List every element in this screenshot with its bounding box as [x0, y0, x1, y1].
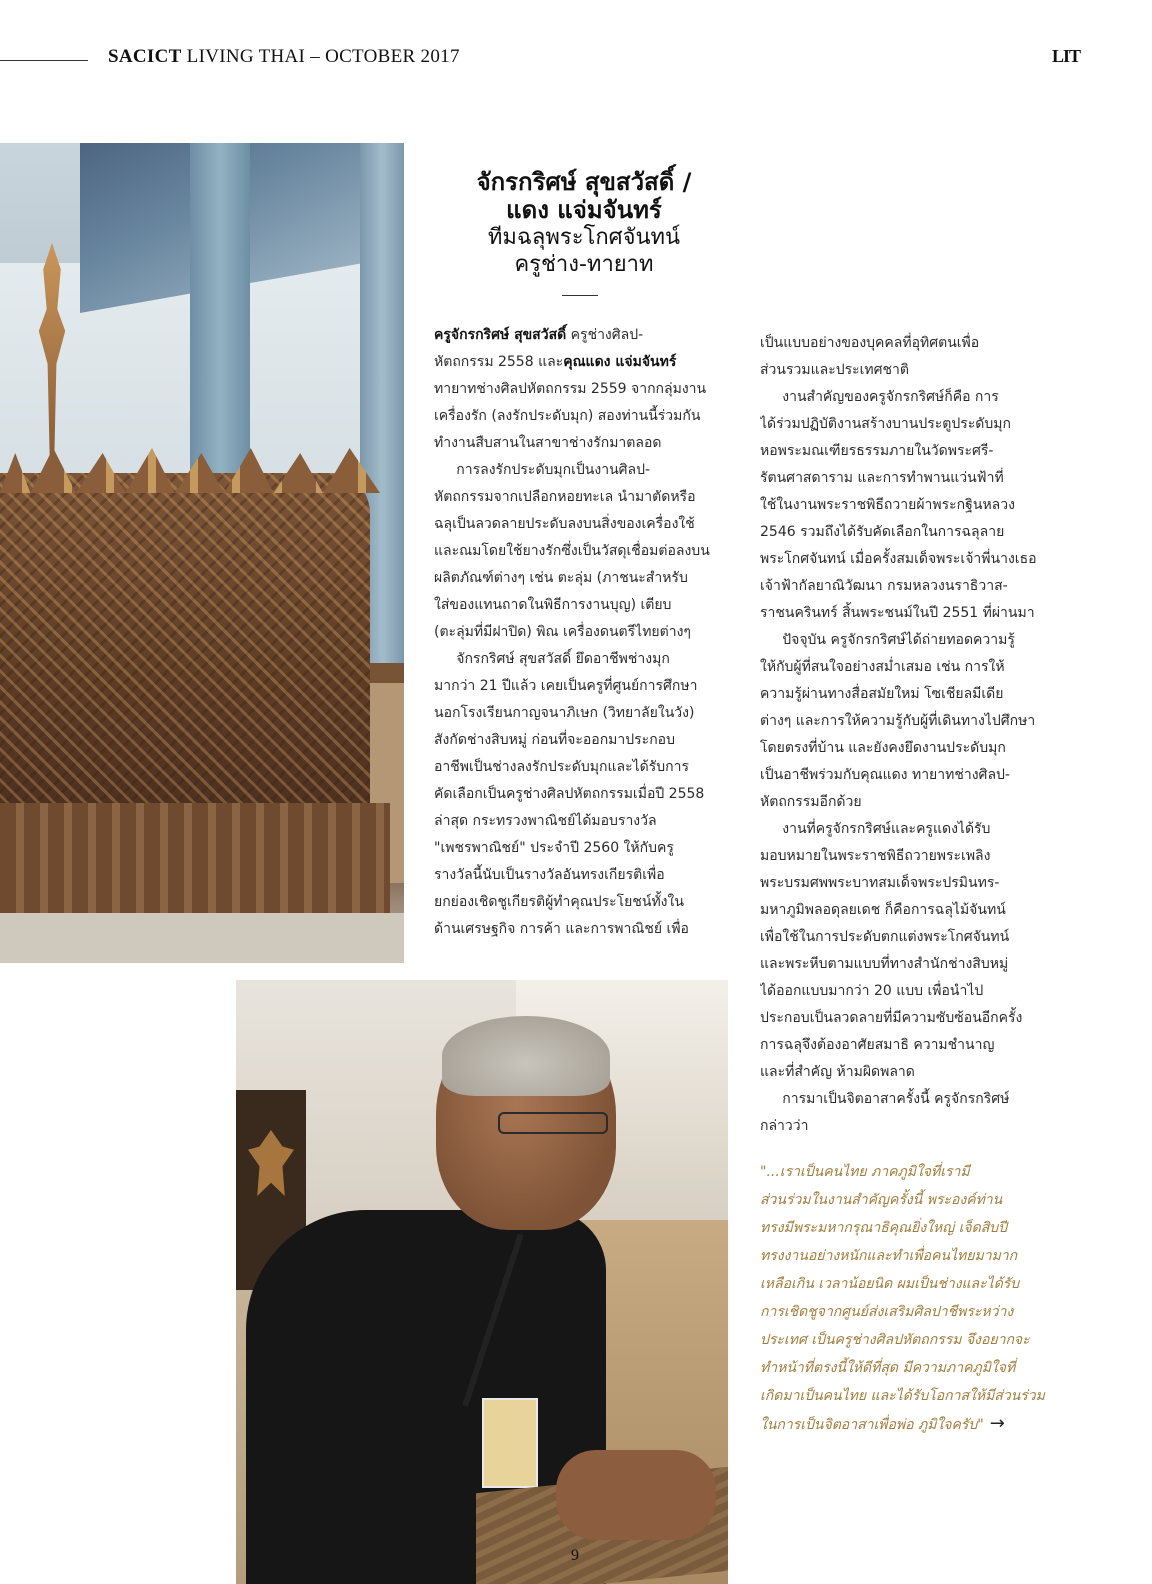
body-line: เป็นอาชีพร่วมกับคุณแดง ทายาทช่างศิลป- [760, 767, 1010, 783]
header-rule [0, 60, 88, 61]
craftsman-photo [236, 980, 728, 1584]
heading-role: ครูช่าง-ทายาท [514, 252, 654, 277]
body-line: ได้ร่วมปฏิบัติงานสร้างบานประตูประดับมุก [760, 416, 1011, 432]
body-line: งานสำคัญของครูจักรกริศษ์ก็คือ การ [760, 389, 999, 405]
craftsman-glasses [498, 1112, 608, 1134]
quote-line: การเชิดชูจากศูนย์ส่งเสริมศิลปาชีพระหว่าง [760, 1304, 1014, 1320]
body-line: โดยตรงที่บ้าน และยังคงยึดงานประดับมุก [760, 740, 1006, 756]
body-line: กล่าวว่า [760, 1118, 809, 1134]
article-heading [450, 168, 718, 278]
body-line: รัตนศาสดาราม และการทำพานแว่นฟ้าที่ [760, 470, 1004, 486]
body-line: มากว่า 21 ปีแล้ว เคยเป็นครูที่ศูนย์การศึกษา [434, 678, 698, 694]
body-line: เพื่อใช้ในการประดับตกแต่งพระโกศจันทน์ [760, 929, 1010, 945]
quote-line: เหลือเกิน เวลาน้อยนิด ผมเป็นช่างและได้รับ [760, 1276, 1020, 1292]
body-line: ทำงานสืบสานในสาขาช่างรักมาตลอด [434, 435, 662, 451]
quote-line: "...เราเป็นคนไทย ภาคภูมิใจที่เรามี [760, 1164, 970, 1180]
publication-header [108, 46, 460, 68]
body-line: พระบรมศพพระบาทสมเด็จพระปรมินทร- [760, 875, 1000, 891]
body-text: ครูช่างศิลป- [566, 327, 644, 343]
body-line: ความรู้ผ่านทางสื่อสมัยใหม่ โซเชียลมีเดีย [760, 686, 1004, 702]
id-badge [482, 1398, 538, 1488]
body-line: อาชีพเป็นช่างลงรักประดับมุกและได้รับการ [434, 759, 689, 775]
photo-floor [0, 913, 404, 963]
quote-line: ทำหน้าที่ตรงนี้ให้ดีที่สุด มีความภาคภูมิใจที่ [760, 1360, 1016, 1376]
photo-pillar [190, 143, 250, 503]
body-line: "เพชรพาณิชย์" ประจำปี 2560 ให้กับครู [434, 840, 674, 856]
body-line: และณมโดยใช้ยางรักซึ่งเป็นวัสดุเชื่อมต่อลงบน [434, 543, 710, 559]
name-bold: คุณแดง แจ่มจันทร์ [563, 354, 677, 370]
body-line: ฉลุเป็นลวดลายประดับลงบนสิ่งของเครื่องใช้ [434, 516, 695, 532]
quote-line: ทรงงานอย่างหนักและทำเพื่อคนไทยมามาก [760, 1248, 1018, 1264]
body-line: ส่วนรวมและประเทศชาติ [760, 362, 909, 378]
body-line: (ตะลุ่มที่มีฝาปิด) พิณ เครื่องดนตรีไทยต่างๆ [434, 624, 691, 640]
quote-line: เกิดมาเป็นคนไทย และได้รับโอกาสให้มีส่วนร่วม [760, 1388, 1045, 1404]
page-number: 9 [571, 1547, 579, 1564]
pull-quote [760, 1158, 1058, 1439]
body-line: 2546 รวมถึงได้รับคัดเลือกในการฉลุลาย [760, 524, 1005, 540]
body-line: นอกโรงเรียนกาญจนาภิเษก (วิทยาลัยในวัง) [434, 705, 695, 721]
quote-line: ส่วนร่วมในงานสำคัญครั้งนี้ พระองค์ท่าน [760, 1192, 1003, 1208]
body-line: ปัจจุบัน ครูจักรกริศษ์ได้ถ่ายทอดความรู้ [760, 632, 1015, 648]
quote-text: ในการเป็นจิตอาสาเพื่อพ่อ ภูมิใจครับ" [760, 1417, 984, 1433]
body-line: คัดเลือกเป็นครูช่างศิลปหัตถกรรมเมื่อปี 2558 [434, 786, 705, 802]
body-line: การมาเป็นจิตอาสาครั้งนี้ ครูจักรกริศษ์ [760, 1091, 1010, 1107]
lacquer-chest-photo [0, 143, 404, 963]
body-line: รางวัลนี้นับเป็นรางวัลอันทรงเกียรติเพื่อ [434, 867, 665, 883]
quote-line-last [760, 1410, 1058, 1439]
heading-rule [562, 295, 598, 296]
body-line: เจ้าฟ้ากัลยาณิวัฒนา กรมหลวงนราธิวาส- [760, 578, 1008, 594]
body-line: ให้กับผู้ที่สนใจอย่างสม่ำเสมอ เช่น การให้ [760, 659, 1005, 675]
body-line: ต่างๆ และการให้ความรู้กับผู้ที่เดินทางไปศึกษา [760, 713, 1036, 729]
body-line: ใช้ในงานพระราชพิธีถวายผ้าพระกฐินหลวง [760, 497, 1015, 513]
craftsman-hand [556, 1450, 716, 1540]
body-line: ราชนครินทร์ สิ้นพระชนม์ในปี 2551 ที่ผ่านมา [760, 605, 1035, 621]
body-line: เครื่องรัก (ลงรักประดับมุก) สองท่านนี้ร่วมกัน [434, 408, 701, 424]
carved-chest [0, 473, 370, 813]
body-line: ประกอบเป็นลวดลายที่มีความซับซ้อนอีกครั้ง [760, 1010, 1023, 1026]
name-bold: ครูจักรกริศษ์ สุขสวัสดิ์ [434, 327, 567, 343]
publication-issue: LIVING THAI – OCTOBER 2017 [181, 46, 460, 67]
publication-name: SACICT [108, 46, 182, 67]
body-line [434, 322, 728, 349]
arrow-right-icon: → [989, 1413, 1005, 1434]
body-line: มอบหมายในพระราชพิธีถวายพระเพลิง [760, 848, 991, 864]
body-line: จักรกริศษ์ สุขสวัสดิ์ ยึดอาชีพช่างมุก [434, 651, 670, 667]
quote-line: ทรงมีพระมหากรุณาธิคุณยิ่งใหญ่ เจ็ดสิบปี [760, 1220, 1008, 1236]
body-line: หัตถกรรมอีกด้วย [760, 794, 862, 810]
body-line: และพระหีบตามแบบที่ทางสำนักช่างสิบหมู่ [760, 956, 1009, 972]
heading-name-2: แดง แจ่มจันทร์ [506, 196, 662, 224]
body-line: สังกัดช่างสิบหมู่ ก่อนที่จะออกมาประกอบ [434, 732, 675, 748]
body-line: งานที่ครูจักรกริศษ์และครูแดงได้รับ [760, 821, 991, 837]
magazine-logo: LIT [1052, 46, 1081, 66]
body-line: มหาภูมิพลอดุลยเดช ก็คือการฉลุไม้จันทน์ [760, 902, 1006, 918]
article-column-1 [434, 322, 728, 943]
body-line: ผลิตภัณฑ์ต่างๆ เช่น ตะลุ่ม (ภาชนะสำหรับ [434, 570, 688, 586]
body-line: ได้ออกแบบมากว่า 20 แบบ เพื่อนำไป [760, 983, 984, 999]
body-line: ยกย่องเชิดชูเกียรติผู้ทำคุณประโยชน์ทั้งใน [434, 894, 684, 910]
chest-base [0, 803, 390, 913]
body-line: และที่สำคัญ ห้ามผิดพลาด [760, 1064, 915, 1080]
body-line: พระโกศจันทน์ เมื่อครั้งสมเด็จพระเจ้าพี่นางเธอ [760, 551, 1037, 567]
body-text: หัตถกรรม 2558 และ [434, 354, 564, 370]
body-line: การลงรักประดับมุกเป็นงานศิลป- [434, 462, 651, 478]
body-line: หอพระมณเฑียรธรรมภายในวัดพระศรี- [760, 443, 994, 459]
body-line: ใส่ของแทนถาดในพิธีการงานบุญ) เตียบ [434, 597, 672, 613]
body-line: ล่าสุด กระทรวงพาณิชย์ได้มอบรางวัล [434, 813, 657, 829]
article-column-2 [760, 330, 1056, 1140]
body-line: ด้านเศรษฐกิจ การค้า และการพาณิชย์ เพื่อ [434, 921, 689, 937]
body-line: ทายาทช่างศิลปหัตถกรรม 2559 จากกลุ่มงาน [434, 381, 707, 397]
heading-team: ทีมฉลุพระโกศจันทน์ [487, 225, 681, 250]
body-line: หัตถกรรมจากเปลือกหอยทะเล นำมาตัดหรือ [434, 489, 696, 505]
heading-name-1: จักรกริศษ์ สุขสวัสดิ์ / [476, 168, 692, 196]
body-line: การฉลุจึงต้องอาศัยสมาธิ ความชำนาญ [760, 1037, 995, 1053]
body-line [434, 349, 728, 376]
body-line: เป็นแบบอย่างของบุคคลที่อุทิศตนเพื่อ [760, 335, 980, 351]
craftsman-hair [442, 1016, 610, 1096]
quote-line: ประเทศ เป็นครูช่างศิลปหัตถกรรม จึงอยากจะ [760, 1332, 1030, 1348]
